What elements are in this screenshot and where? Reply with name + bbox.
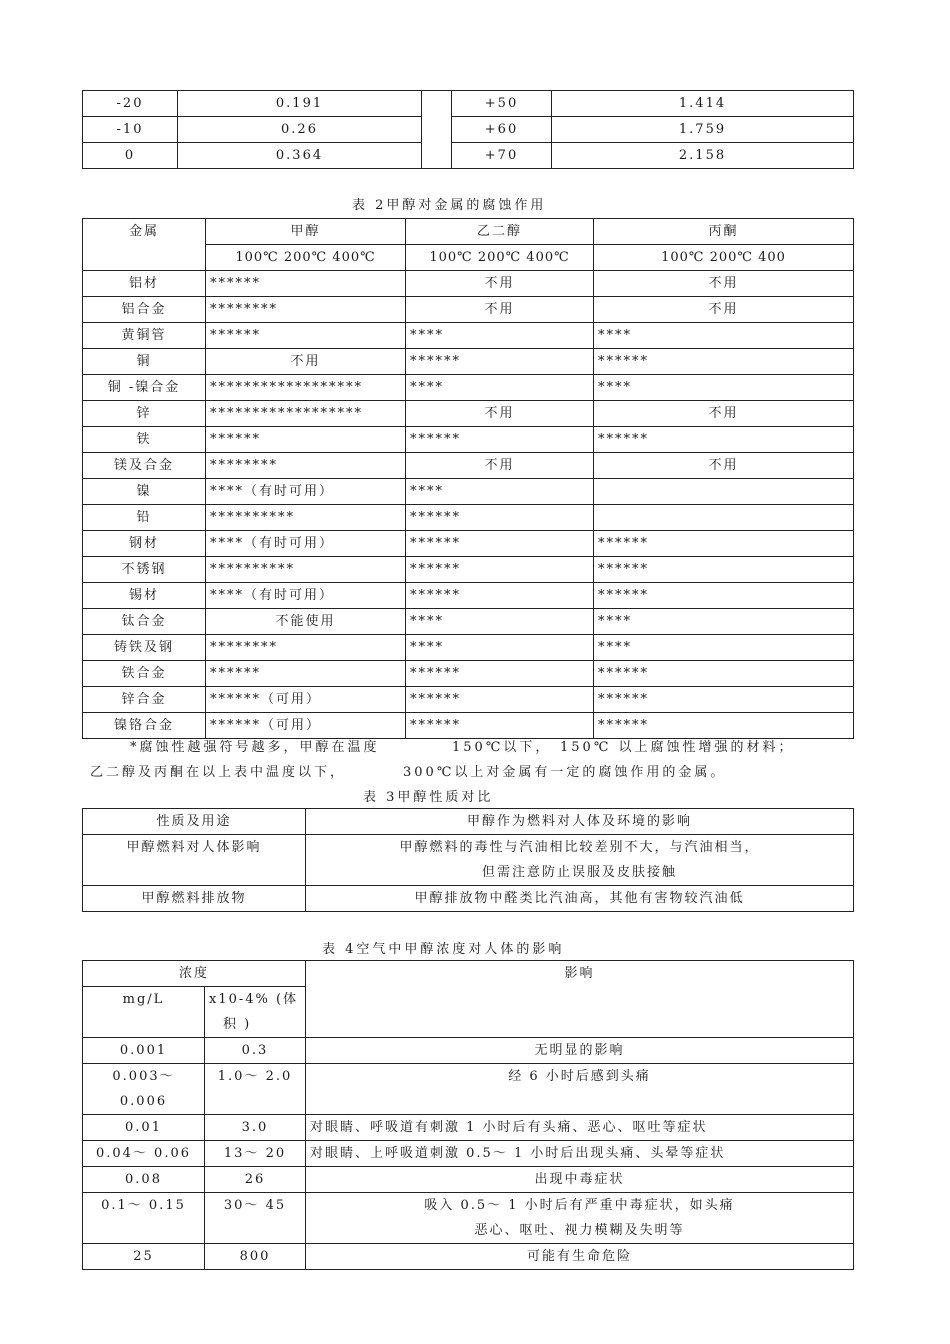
glycol-cell: 不用: [406, 453, 594, 479]
ppm-cell: 1.0～ 2.0: [205, 1064, 306, 1115]
mgl-cell: [83, 1141, 205, 1167]
glycol-cell: ******: [406, 531, 594, 557]
methanol-cell: ******（可用）: [206, 687, 406, 713]
methanol-cell: **********: [206, 505, 406, 531]
metal-name-cell: 铁合金: [83, 661, 206, 687]
separator-cell: [422, 91, 452, 169]
ppm-cell: 0.3: [205, 1038, 306, 1064]
property-cell: 甲醇燃料排放物: [83, 886, 306, 912]
metal-name-cell: 钛合金: [83, 609, 206, 635]
metal-name-cell: 钢材: [83, 531, 206, 557]
metal-name-cell: 镍: [83, 479, 206, 505]
effect-cell: [306, 1115, 854, 1141]
comparison-table: [82, 808, 854, 912]
mgl-cell: [83, 1115, 205, 1141]
concentration-header: 浓度: [83, 961, 306, 987]
metal-name-cell: 铸铁及钢: [83, 635, 206, 661]
cell-line: 0.08: [125, 1172, 162, 1187]
metal-name-cell: 镁及合金: [83, 453, 206, 479]
table-row: [83, 835, 854, 886]
value-cell: 0.191: [178, 91, 422, 117]
metal-name-cell: 黄铜管: [83, 323, 206, 349]
cell-line: 0.1～ 0.15: [101, 1198, 186, 1213]
acetone-cell: ******: [594, 531, 854, 557]
acetone-cell: ******: [594, 661, 854, 687]
mgl-cell: [83, 1038, 205, 1064]
glycol-temps: 100℃ 200℃ 400℃: [406, 245, 594, 271]
effect-cell: [306, 1141, 854, 1167]
table-row: [83, 583, 854, 609]
unit-line: x10-4% (体: [209, 992, 299, 1007]
cell-line: 对眼睛、呼吸道有刺激 1 小时后有头痛、恶心、呕吐等症状: [310, 1120, 708, 1135]
acetone-cell: 不用: [594, 401, 854, 427]
table-row: [83, 271, 854, 297]
concentration-table-body: [83, 1038, 854, 1270]
cell-line: 0.001: [119, 1043, 168, 1058]
impact-cell: [306, 835, 854, 886]
acetone-cell: ******: [594, 687, 854, 713]
methanol-cell: ******: [206, 427, 406, 453]
glycol-cell: ****: [406, 479, 594, 505]
methanol-header: 甲醇: [206, 219, 406, 245]
acetone-cell: ******: [594, 427, 854, 453]
methanol-cell: ******: [206, 271, 406, 297]
ppm-cell: 30～ 45: [205, 1193, 306, 1244]
glycol-cell: ******: [406, 349, 594, 375]
table-row: [83, 713, 854, 739]
corrosion-table: [82, 218, 854, 739]
glycol-header: 乙二醇: [406, 219, 594, 245]
cell-line: 出现中毒症状: [534, 1172, 625, 1187]
methanol-cell: ********: [206, 635, 406, 661]
mgl-cell: [83, 1167, 205, 1193]
methanol-cell: 不能使用: [206, 609, 406, 635]
table-row: [83, 505, 854, 531]
acetone-cell: ******: [594, 349, 854, 375]
unit-line: 积 ): [223, 1017, 252, 1032]
cell-line: 对眼睛、上呼吸道刺激 0.5～ 1 小时后出现头痛、头晕等症状: [310, 1146, 726, 1161]
metal-name-cell: 锌合金: [83, 687, 206, 713]
header-row: [83, 961, 854, 987]
effect-cell: [306, 1244, 854, 1270]
metal-name-cell: 锌: [83, 401, 206, 427]
note-line2-b: 300℃以上对金属有一定的腐蚀作用的金属。: [403, 765, 727, 780]
glycol-cell: ******: [406, 661, 594, 687]
glycol-cell: ****: [406, 323, 594, 349]
glycol-cell: 不用: [406, 401, 594, 427]
glycol-cell: ******: [406, 557, 594, 583]
note-line1-a: *腐蚀性越强符号越多，甲醇在温度: [130, 740, 380, 755]
table-row: [83, 1064, 854, 1115]
table-row: [83, 635, 854, 661]
temperature-cell: -10: [83, 117, 178, 143]
note-line1-c: 150℃ 以上腐蚀性增强的材料；: [560, 740, 795, 755]
acetone-cell: 不用: [594, 453, 854, 479]
table-row: [83, 427, 854, 453]
cell-line: 0.006: [119, 1094, 168, 1109]
value-cell: 0.26: [178, 117, 422, 143]
methanol-cell: ******************: [206, 401, 406, 427]
metal-name-cell: 铝材: [83, 271, 206, 297]
acetone-temps: 100℃ 200℃ 400: [594, 245, 854, 271]
effect-cell: [306, 1167, 854, 1193]
header-row: [83, 809, 854, 835]
table-row: [83, 117, 854, 143]
unit-mgl: mg/L: [83, 987, 205, 1038]
acetone-cell: ******: [594, 557, 854, 583]
temperature-cell: 0: [83, 143, 178, 169]
glycol-cell: ******: [406, 505, 594, 531]
value-cell: 1.414: [552, 91, 854, 117]
acetone-cell: [594, 505, 854, 531]
temperature-cell: -20: [83, 91, 178, 117]
effect-header: 影响: [306, 961, 854, 1038]
cell-line: 0.04～ 0.06: [95, 1146, 192, 1161]
value-cell: 0.364: [178, 143, 422, 169]
metal-name-cell: 铁: [83, 427, 206, 453]
table-row: [83, 557, 854, 583]
corrosion-table-body: [83, 271, 854, 739]
acetone-cell: ****: [594, 609, 854, 635]
table-row: [83, 609, 854, 635]
table-row: [83, 401, 854, 427]
unit-ppm: [205, 987, 306, 1038]
acetone-cell: 不用: [594, 297, 854, 323]
property-header: 性质及用途: [83, 809, 306, 835]
methanol-temps: 100℃ 200℃ 400℃: [206, 245, 406, 271]
cell-line: 经 6 小时后感到头痛: [508, 1069, 651, 1084]
acetone-cell: ****: [594, 323, 854, 349]
table-row: [83, 349, 854, 375]
table-row: [83, 1193, 854, 1244]
glycol-cell: 不用: [406, 271, 594, 297]
cell-line: 0.003～: [112, 1069, 175, 1084]
temperature-cell: +60: [452, 117, 552, 143]
methanol-cell: ******: [206, 323, 406, 349]
temperature-cell: +50: [452, 91, 552, 117]
ppm-cell: 3.0: [205, 1115, 306, 1141]
cell-line: 0.01: [125, 1120, 162, 1135]
property-cell: 甲醇燃料对人体影响: [83, 835, 306, 886]
methanol-cell: ****（有时可用）: [206, 531, 406, 557]
glycol-cell: 不用: [406, 297, 594, 323]
acetone-cell: 不用: [594, 271, 854, 297]
table-row: [83, 687, 854, 713]
impact-line: 但需注意防止误服及皮肤接触: [481, 865, 677, 880]
methanol-cell: ********: [206, 453, 406, 479]
acetone-header: 丙酮: [594, 219, 854, 245]
mgl-cell: [83, 1244, 205, 1270]
table-row: [83, 1038, 854, 1064]
note-line1-b: 150℃以下，: [452, 740, 552, 755]
table-row: [83, 91, 854, 117]
cell-line: 25: [133, 1249, 154, 1264]
glycol-cell: ****: [406, 609, 594, 635]
glycol-cell: ****: [406, 635, 594, 661]
glycol-cell: ****: [406, 375, 594, 401]
table-row: [83, 1244, 854, 1270]
acetone-cell: [594, 479, 854, 505]
acetone-cell: ******: [594, 583, 854, 609]
cell-line: 无明显的影响: [534, 1043, 625, 1058]
ppm-cell: 13～ 20: [205, 1141, 306, 1167]
effect-cell: [306, 1064, 854, 1115]
table4-caption: 表 4空气中甲醇浓度对人体的影响: [322, 942, 565, 957]
ppm-cell: 800: [205, 1244, 306, 1270]
impact-cell: 甲醇排放物中醛类比汽油高，其他有害物较汽油低: [306, 886, 854, 912]
metal-name-cell: 不锈钢: [83, 557, 206, 583]
methanol-cell: ****（有时可用）: [206, 479, 406, 505]
table-row: [83, 479, 854, 505]
table3-caption: 表 3甲醇性质对比: [363, 790, 494, 805]
table-row: [83, 323, 854, 349]
value-cell: 2.158: [552, 143, 854, 169]
concentration-table: [82, 960, 854, 1270]
methanol-cell: ********: [206, 297, 406, 323]
methanol-cell: 不用: [206, 349, 406, 375]
methanol-cell: ******（可用）: [206, 713, 406, 739]
effect-cell: [306, 1193, 854, 1244]
cell-line: 可能有生命危险: [527, 1249, 633, 1264]
value-cell: 1.759: [552, 117, 854, 143]
metal-name-cell: 镍铬合金: [83, 713, 206, 739]
metal-name-cell: 铅: [83, 505, 206, 531]
metal-name-cell: 铜 -镍合金: [83, 375, 206, 401]
mgl-cell: [83, 1064, 205, 1115]
acetone-cell: ****: [594, 635, 854, 661]
temperature-cell: +70: [452, 143, 552, 169]
table-row: [83, 1141, 854, 1167]
impact-header: 甲醇作为燃料对人体及环境的影响: [306, 809, 854, 835]
methanol-cell: ****（有时可用）: [206, 583, 406, 609]
effect-cell: [306, 1038, 854, 1064]
methanol-cell: **********: [206, 557, 406, 583]
table-row: [83, 1115, 854, 1141]
cell-line: 吸入 0.5～ 1 小时后有严重中毒症状，如头痛: [424, 1198, 735, 1213]
mgl-cell: [83, 1193, 205, 1244]
glycol-cell: ******: [406, 713, 594, 739]
glycol-cell: ******: [406, 427, 594, 453]
table-row: [83, 375, 854, 401]
table-row: [83, 143, 854, 169]
header-row: [83, 219, 854, 245]
acetone-cell: ******: [594, 713, 854, 739]
ppm-cell: 26: [205, 1167, 306, 1193]
table-row: [83, 1167, 854, 1193]
table-row: [83, 297, 854, 323]
metal-name-cell: 铜: [83, 349, 206, 375]
metal-header: 金属: [83, 219, 206, 271]
metal-name-cell: 铝合金: [83, 297, 206, 323]
table-row: [83, 531, 854, 557]
methanol-cell: ******: [206, 661, 406, 687]
impact-line: 甲醇燃料的毒性与汽油相比较差别不大，与汽油相当，: [399, 840, 760, 855]
glycol-cell: ******: [406, 687, 594, 713]
table-row: [83, 453, 854, 479]
table2-caption: 表 2甲醇对金属的腐蚀作用: [352, 198, 547, 213]
glycol-cell: ******: [406, 583, 594, 609]
acetone-cell: ****: [594, 375, 854, 401]
note-line2-a: 乙二醇及丙酮在以上表中温度以下，: [90, 765, 347, 780]
metal-name-cell: 锡材: [83, 583, 206, 609]
table-row: [83, 886, 854, 912]
table-row: [83, 661, 854, 687]
cell-line: 恶心、呕吐、视力模糊及失明等: [474, 1223, 685, 1238]
vapor-pressure-table: [82, 90, 854, 169]
methanol-cell: ******************: [206, 375, 406, 401]
